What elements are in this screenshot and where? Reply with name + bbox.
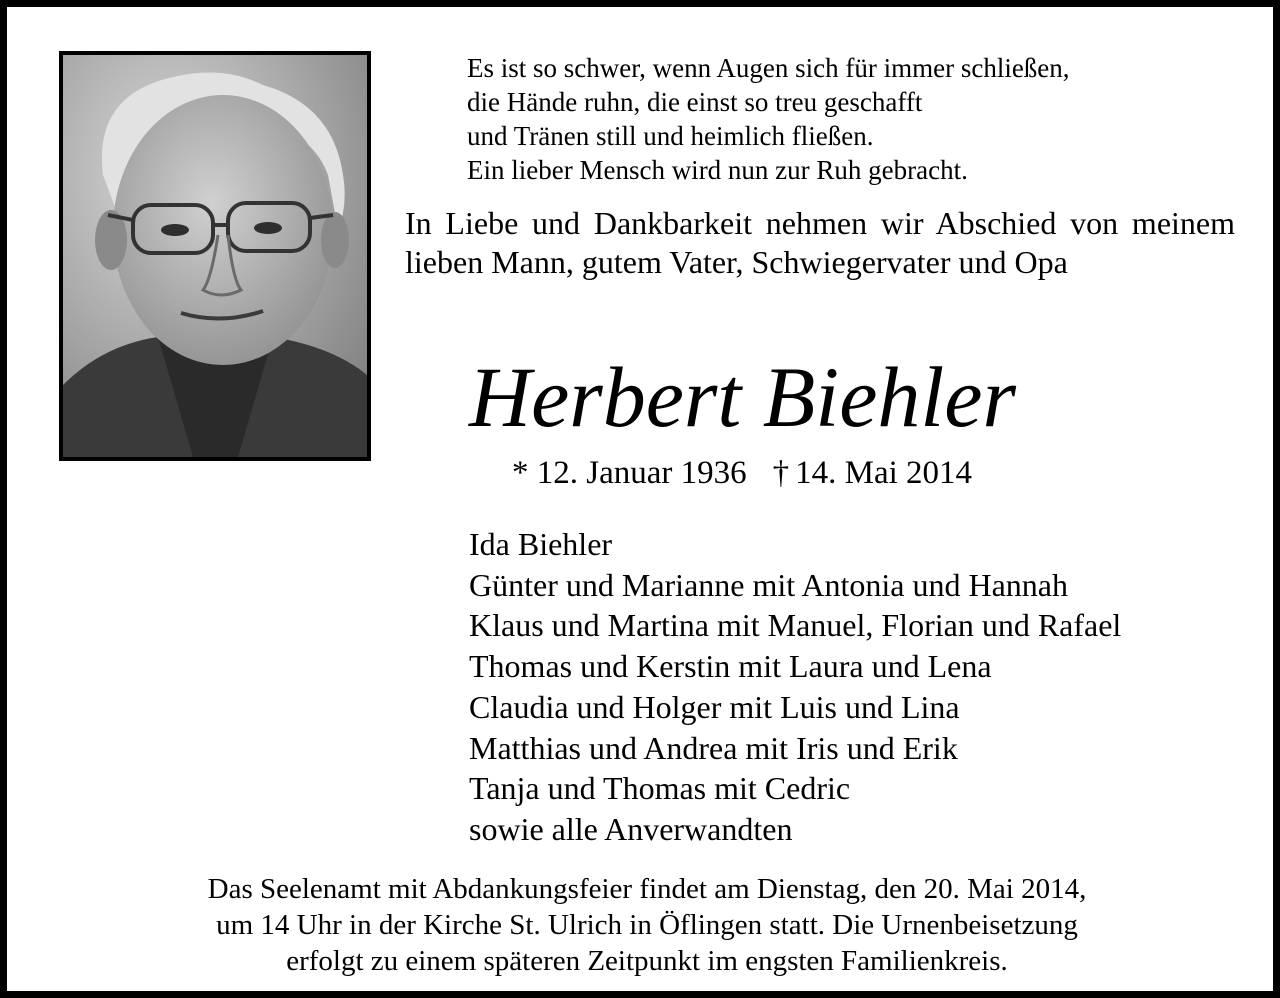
service-line: erfolgt zu einem späteren Zeitpunkt im engsten Familienkreis. bbox=[286, 945, 1008, 977]
poem-line: Ein lieber Mensch wird nun zur Ruh gebracht. bbox=[467, 155, 968, 185]
service-line: um 14 Uhr in der Kirche St. Ulrich in Öflingen statt. Die Urnenbeisetzung bbox=[216, 909, 1078, 941]
birth-date: * 12. Januar 1936 bbox=[512, 455, 747, 491]
death-date: 14. Mai 2014 bbox=[795, 455, 973, 491]
family-member: Klaus und Martina mit Manuel, Florian und Rafael bbox=[469, 607, 1122, 644]
family-member: Thomas und Kerstin mit Laura und Lena bbox=[469, 648, 992, 685]
portrait-photo bbox=[59, 51, 371, 461]
portrait-illustration bbox=[63, 55, 367, 457]
family-member: Ida Biehler bbox=[469, 526, 613, 562]
family-member: Matthias und Andrea mit Iris und Erik bbox=[469, 729, 958, 766]
poem-line: und Tränen still und heimlich fließen. bbox=[467, 121, 874, 151]
service-line: Das Seelenamt mit Abdankungsfeier findet am Dienstag, den 20. Mai 2014, bbox=[207, 873, 1087, 905]
poem bbox=[467, 51, 1247, 187]
family-member: Günter und Marianne mit Antonia und Hannah bbox=[469, 566, 1068, 603]
cross-icon: † bbox=[772, 455, 790, 491]
deceased-name: Herbert Biehler bbox=[469, 349, 1016, 445]
farewell-intro: In Liebe und Dankbarkeit nehmen wir Abschied von meinem lieben Mann, gutem Vater, Schwiegervater und Opa bbox=[405, 205, 1235, 280]
family-list bbox=[469, 524, 1121, 850]
family-member: sowie alle Anverwandten bbox=[469, 810, 793, 847]
family-member: Claudia und Holger mit Luis und Lina bbox=[469, 688, 960, 725]
family-member: Tanja und Thomas mit Cedric bbox=[469, 770, 851, 807]
service-notice bbox=[47, 871, 1247, 979]
poem-line: die Hände ruhn, die einst so treu geschafft bbox=[467, 87, 923, 117]
poem-line: Es ist so schwer, wenn Augen sich für immer schließen, bbox=[467, 53, 1070, 83]
life-dates bbox=[512, 453, 972, 493]
